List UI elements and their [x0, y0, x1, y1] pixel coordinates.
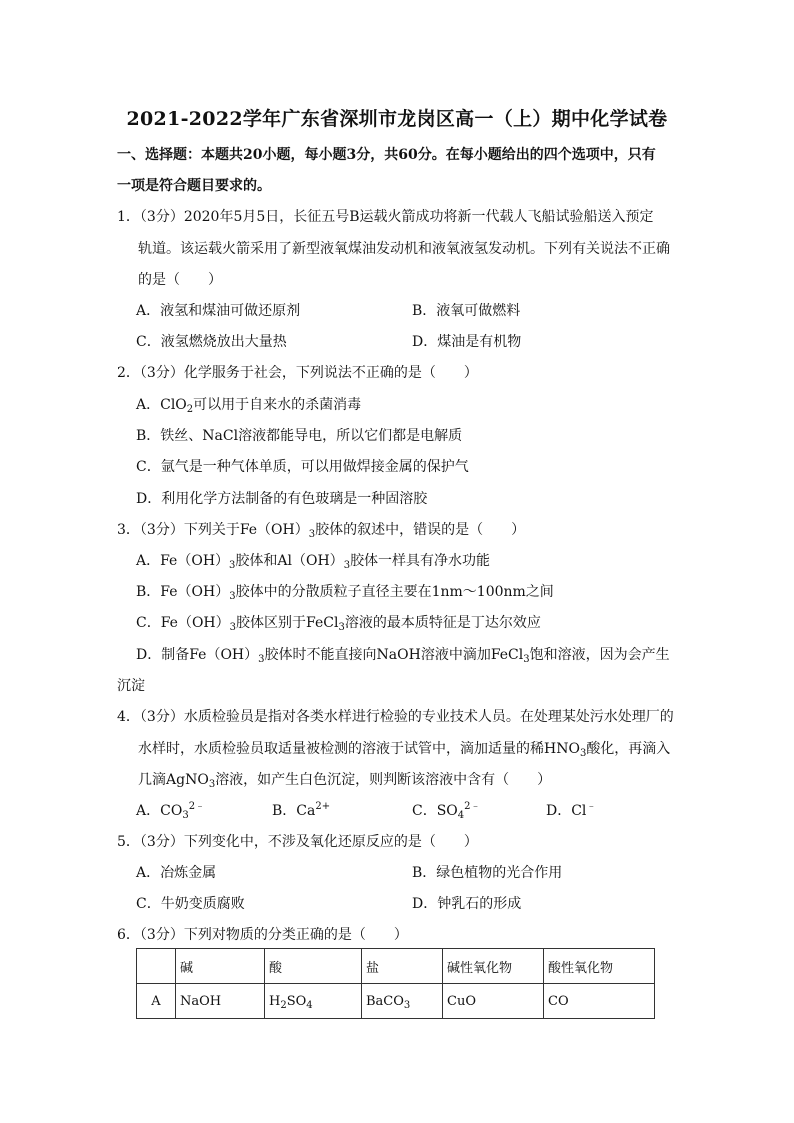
q4-stem-line1: 4．（3分）水质检验员是指对各类水样进行检验的专业技术人员。在处理某处污水处理厂的	[117, 709, 674, 725]
q5-option-c: C．牛奶变质腐败	[136, 896, 245, 912]
table-header-cell: 酸性氧化物	[544, 949, 655, 984]
q5-option-d: D．钟乳石的形成	[412, 896, 522, 912]
q3-option-d: D．制备$Fe(OH)_3$胶体时不能直接向NaOH溶液中滴加FeCl$_3$饱和溶液，因为会产生	[136, 647, 670, 665]
basic-oxide-cell: CuO	[443, 984, 544, 1019]
table-header-cell: 盐	[362, 949, 443, 984]
q1-stem-line1: 1．（3分）2020年5月5日，长征五号B运载火箭成功将新一代载人飞船试验船送入预定	[117, 209, 654, 225]
q3-option-a: A．$Fe(OH)_3$胶体和$Al(OH)_3$胶体一样具有净水功能	[136, 553, 491, 571]
q5-option-a: A．冶炼金属	[136, 865, 217, 881]
table-header-cell: 碱性氧化物	[443, 949, 544, 984]
q3-option-b: B．$Fe(OH)_3$胶体中的分散质粒子直径主要在1nm～100nm之间	[136, 584, 554, 602]
q4-option-b: B．$Ca^{2+}$	[272, 801, 331, 819]
salt-cell: BaCO$_3$	[362, 984, 443, 1019]
exam-title: 2021-2022学年广东省深圳市龙岗区高一（上）期中化学试卷	[126, 108, 668, 130]
q2-option-d: D．利用化学方法制备的有色玻璃是一种固溶胶	[136, 491, 428, 507]
q1-option-c: C．液氢燃烧放出大量热	[136, 334, 287, 350]
table-header-row	[137, 949, 655, 984]
q4-option-a: A．$CO_3^{2﹣}$	[136, 801, 206, 821]
q4-stem-line2: 水样时，水质检验员取适量被检测的溶液于试管中，滴加适量的稀$HNO_3$酸化，再滴入	[138, 741, 671, 759]
q3-option-c: C．$Fe(OH)_3$胶体区别于FeCl$_3$溶液的最本质特征是丁达尔效应	[136, 615, 541, 633]
q1-option-d: D．煤油是有机物	[412, 334, 522, 350]
classification-table	[136, 948, 655, 1019]
table-header-cell: 酸	[265, 949, 362, 984]
q5-option-b: B．绿色植物的光合作用	[412, 865, 563, 881]
q1-option-b: B．液氧可做燃料	[412, 303, 521, 319]
q3-option-d-continued: 沉淀	[117, 678, 145, 694]
q2-option-c: C．氩气是一种气体单质，可以用做焊接金属的保护气	[136, 459, 469, 475]
q4-option-c: C．$SO_4^{2﹣}$	[412, 801, 481, 821]
q2-option-a: A．ClO$_2$可以用于自来水的杀菌消毒	[136, 397, 362, 415]
acidic-oxide-cell: CO	[544, 984, 655, 1019]
base-cell: NaOH	[176, 984, 265, 1019]
q1-stem-line2: 轨道。该运载火箭采用了新型液氧煤油发动机和液氧液氢发动机。下列有关说法不正确	[138, 241, 670, 257]
q5-stem: 5．（3分）下列变化中，不涉及氧化还原反应的是（ ）	[117, 834, 478, 850]
q2-option-b: B．铁丝、NaCl溶液都能导电，所以它们都是电解质	[136, 428, 463, 444]
section-heading-line1: 一、选择题：本题共20小题，每小题3分，共60分。在每小题给出的四个选项中，只有	[117, 147, 656, 163]
q1-option-a: A．液氢和煤油可做还原剂	[136, 303, 301, 319]
row-label: A	[137, 984, 176, 1019]
table-header-cell	[137, 949, 176, 984]
table-row	[137, 984, 655, 1019]
section-heading-line2: 一项是符合题目要求的。	[117, 178, 271, 194]
q4-stem-line3: 几滴AgNO$_3$溶液，如产生白色沉淀，则判断该溶液中含有（ ）	[138, 772, 552, 790]
q4-option-d: D．Cl﹣	[546, 801, 597, 819]
acid-cell: $H_2SO_4$	[265, 984, 362, 1019]
q3-stem: 3．（3分）下列关于$Fe(OH)_3$胶体的叙述中，错误的是（ ）	[117, 522, 526, 540]
q6-stem: 6．（3分）下列对物质的分类正确的是（ ）	[117, 927, 408, 943]
table-header-cell: 碱	[176, 949, 265, 984]
q1-stem-line3: 的是（ ）	[138, 272, 222, 288]
q2-stem: 2．（3分）化学服务于社会，下列说法不正确的是（ ）	[117, 365, 478, 381]
